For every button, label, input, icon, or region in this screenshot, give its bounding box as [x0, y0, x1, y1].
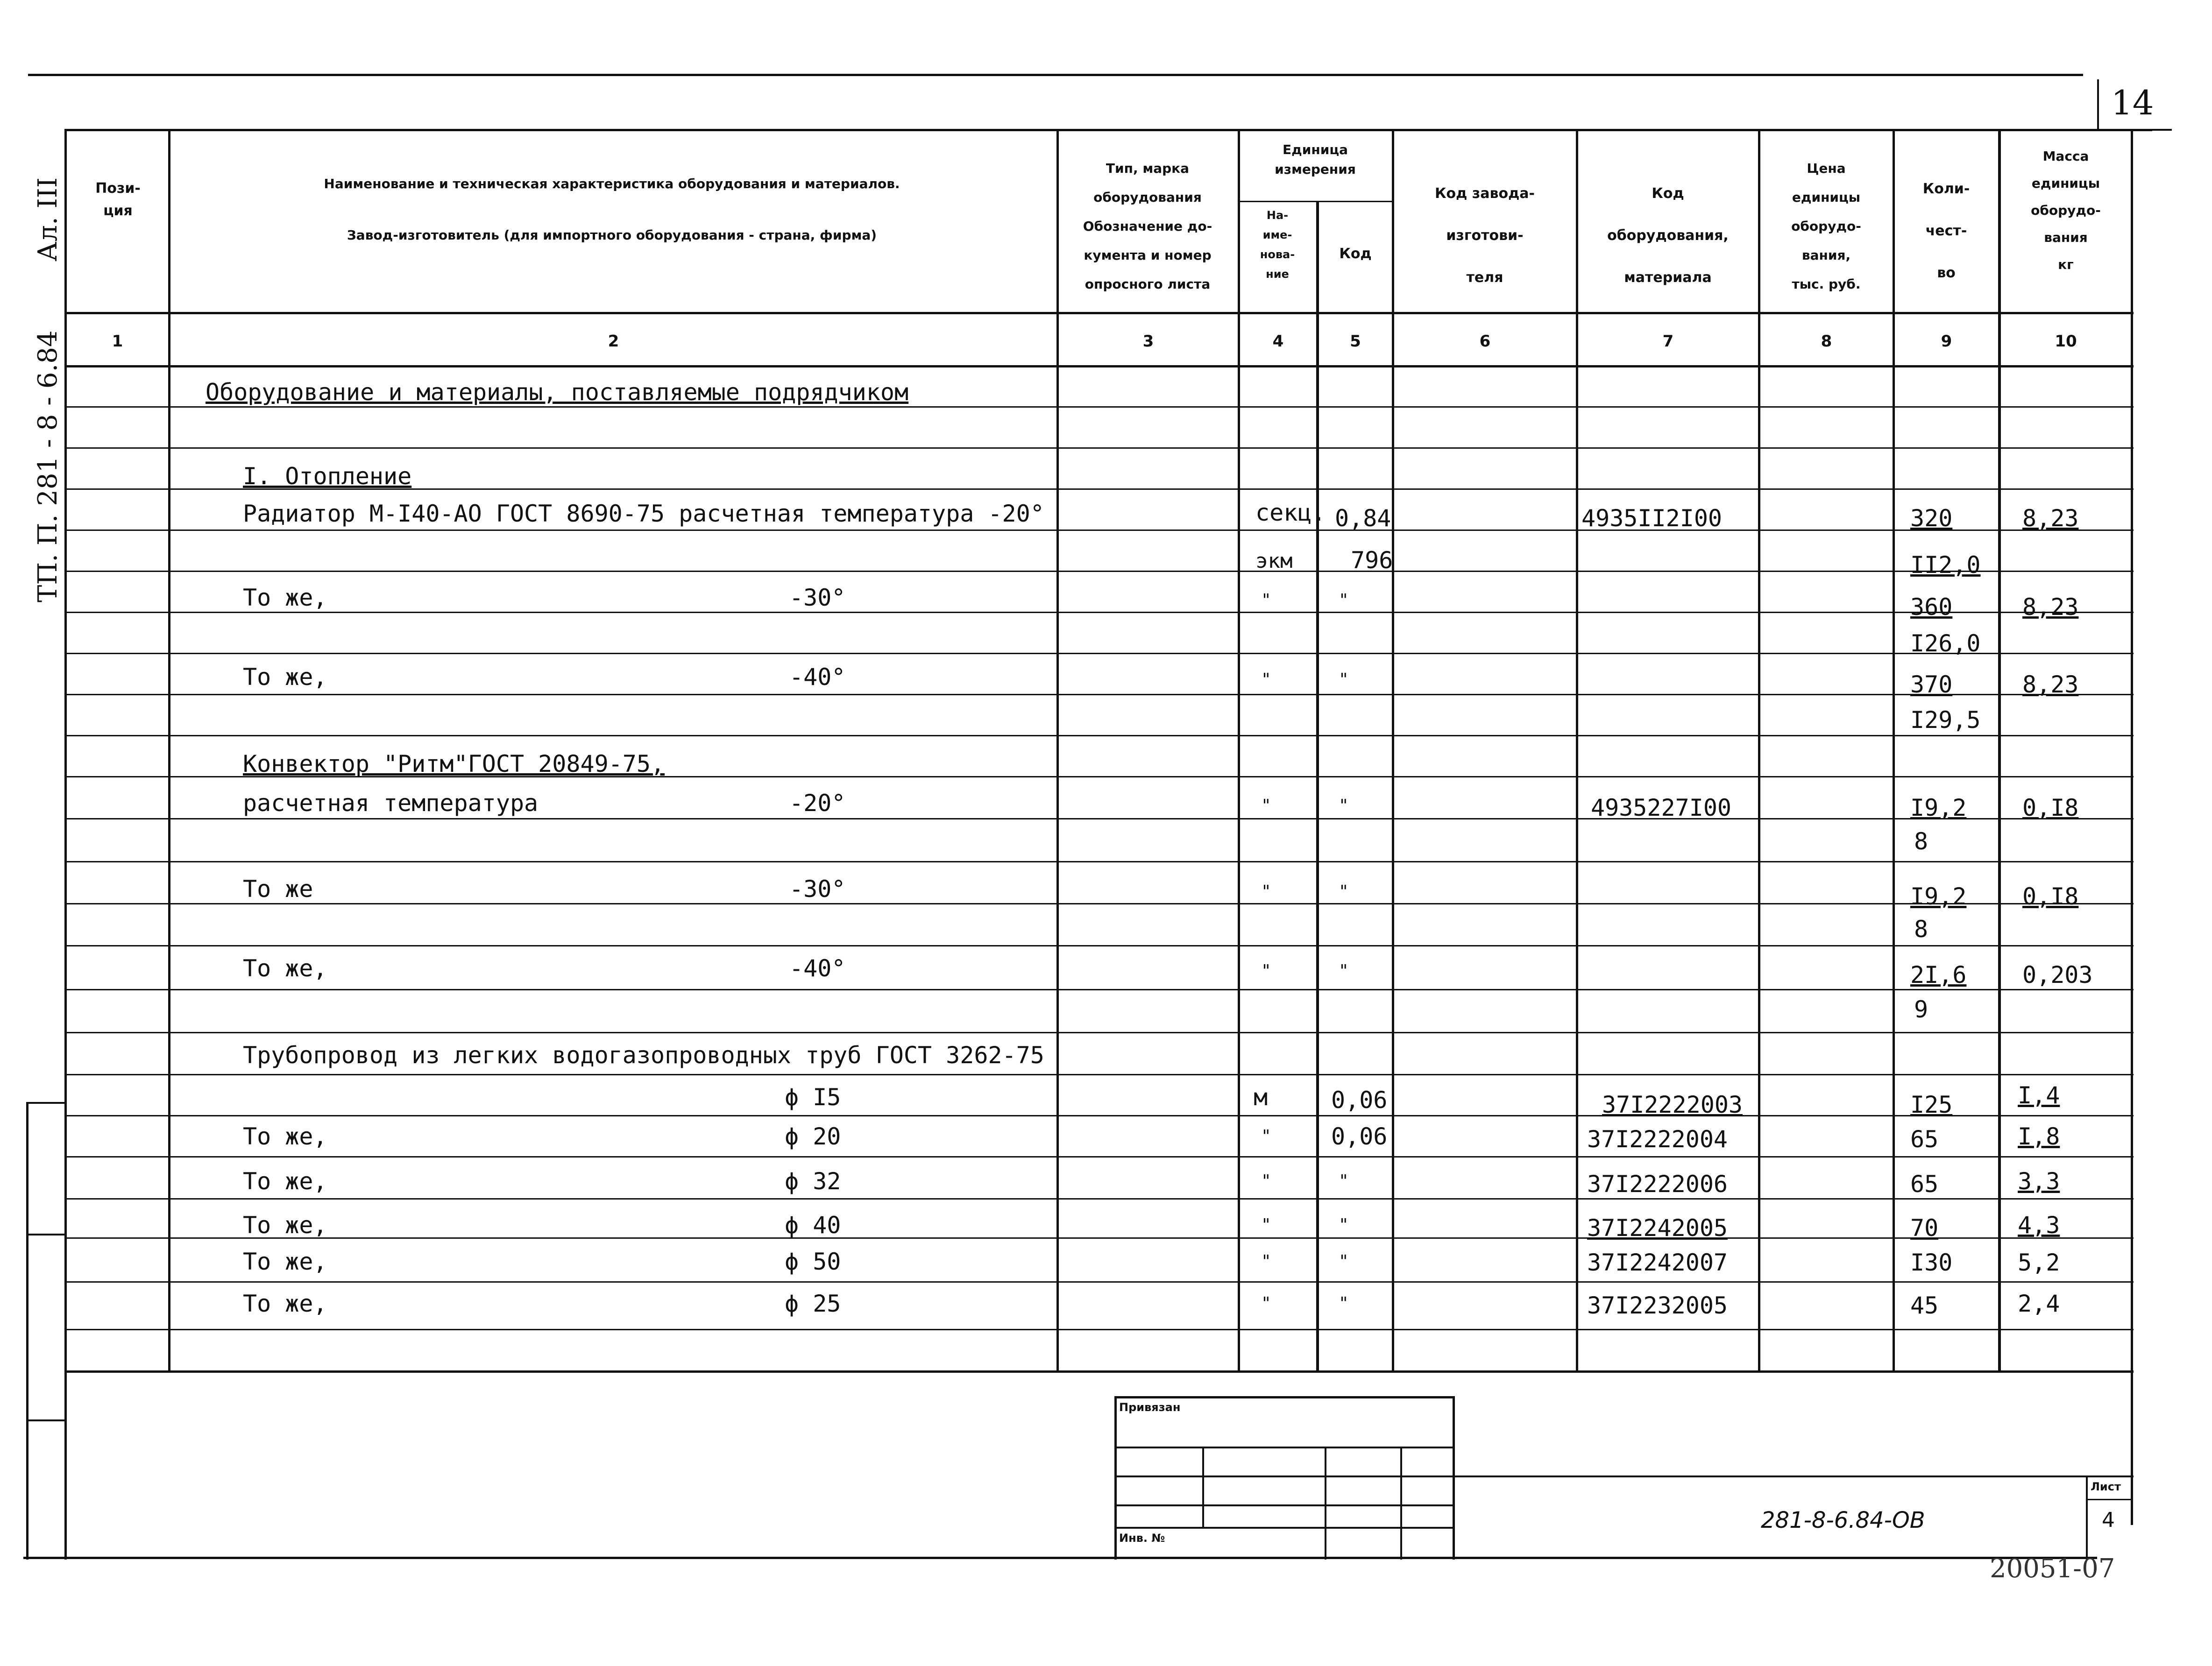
left-margin-box-1 [26, 1102, 64, 1104]
row17-qty: I25 [1910, 1091, 1953, 1118]
row21-unit-code: " [1339, 1252, 1349, 1271]
sheet-corner-number: 14 [2111, 83, 2154, 122]
colnum-6: 6 [1479, 332, 1491, 351]
row12-temp: -30° [789, 875, 846, 903]
stamp-inv-label: Инв. № [1119, 1532, 1165, 1545]
row-section-title: Оборудование и материалы, поставляемые подрядчиком [206, 379, 909, 406]
col-line-9 [1998, 129, 2001, 1373]
row18-material-code: 37I2222004 [1587, 1126, 1728, 1153]
corner-box-left [2097, 79, 2099, 131]
row14-temp: -40° [789, 955, 846, 982]
row10-temp: -20° [789, 790, 846, 817]
row7-temp: -40° [789, 664, 846, 691]
row3-unit: секц. [1255, 499, 1326, 526]
row22-temp: ϕ 25 [785, 1290, 841, 1317]
row-separator [64, 735, 2134, 736]
sheet-box-left [2086, 1475, 2088, 1560]
row-separator [64, 818, 2134, 819]
header-col5: Код [1339, 246, 1372, 262]
header-col9: Коли- чест- во [1922, 181, 1970, 281]
stamp-linked-label: Привязан [1119, 1401, 1181, 1414]
row20-unit: " [1261, 1215, 1271, 1235]
row12-unit: " [1261, 882, 1271, 901]
row-separator [64, 1156, 2134, 1158]
row19-temp: ϕ 32 [785, 1168, 841, 1195]
colnum-5: 5 [1350, 332, 1361, 351]
row18-mass: I,8 [2018, 1123, 2060, 1150]
row7-unit: " [1261, 670, 1271, 689]
row7-unit-code: " [1339, 670, 1349, 689]
row7-qty: 370 [1910, 671, 1953, 698]
row21-unit: " [1261, 1252, 1271, 1271]
row9-name: Конвектор "Ритм"ГОСТ 20849-75, [243, 750, 665, 777]
colnum-7: 7 [1662, 332, 1674, 351]
header-col3: Тип, марка оборудования Обозначение до- кумента и номер опросного листа [1083, 161, 1212, 292]
row19-unit: " [1261, 1172, 1271, 1191]
row3-material-code: 4935II2I00 [1581, 505, 1723, 532]
row-separator [64, 529, 2134, 531]
side-label-code: ТП. П. 281 - 8 - 6.84 [33, 330, 63, 602]
row20-mass: 4,3 [2018, 1212, 2060, 1239]
row-heating-title: I. Отопление [243, 463, 412, 490]
row16-name: Трубопровод из легких водогазопроводных труб ГОСТ 3262-75 [243, 1042, 1044, 1069]
row18-unit: " [1261, 1127, 1271, 1146]
row11-qty: 8 [1914, 828, 1928, 855]
stamp-doc-code: 281-8-6.84-ОВ [1761, 1507, 1925, 1533]
stamp-v1 [1202, 1447, 1204, 1527]
row12-mass: 0,I8 [2022, 883, 2079, 910]
stamp-sheet-number: 4 [2102, 1508, 2115, 1532]
row10-qty: I9,2 [1910, 794, 1967, 821]
row19-mass: 3,3 [2018, 1168, 2060, 1195]
colnum-9: 9 [1941, 332, 1952, 351]
row4-unit-code: 796 [1351, 547, 1393, 574]
row10-name: расчетная температура [243, 790, 539, 817]
stamp-left [1114, 1396, 1117, 1560]
left-margin-line [26, 1102, 28, 1560]
row18-temp: ϕ 20 [785, 1123, 841, 1150]
row19-name: То же, [243, 1168, 327, 1195]
row-separator [64, 1281, 2134, 1283]
col-line-4 [1316, 201, 1319, 1373]
col-line-3 [1238, 129, 1240, 1373]
header-col8: Цена единицы оборудо- вания, тыс. руб. [1791, 161, 1861, 292]
row22-name: То же, [243, 1290, 327, 1317]
row14-name: То же, [243, 955, 327, 982]
row3-qty: 320 [1910, 505, 1953, 532]
colnum-bottom-border [64, 365, 2134, 367]
row21-material-code: 37I2242007 [1587, 1249, 1728, 1276]
row18-name: То же, [243, 1123, 327, 1150]
colnum-3: 3 [1142, 332, 1154, 351]
row22-qty: 45 [1910, 1292, 1939, 1319]
stamp-v3 [1400, 1447, 1402, 1560]
row6-qty: I26,0 [1910, 630, 1981, 657]
left-margin-box-3 [26, 1419, 64, 1421]
col-line-1 [168, 129, 170, 1373]
bottom-rule [23, 1557, 2097, 1559]
row-separator [64, 447, 2134, 449]
row8-qty: I29,5 [1910, 706, 1981, 734]
row19-qty: 65 [1910, 1171, 1939, 1198]
row17-material-code: 37I2222003 [1602, 1091, 1743, 1118]
row17-temp: ϕ I5 [785, 1084, 841, 1111]
col-line-5 [1392, 129, 1394, 1373]
row19-unit-code: " [1339, 1172, 1349, 1191]
side-label-top: Ал. III [33, 177, 63, 261]
row7-mass: 8,23 [2022, 671, 2079, 698]
table-top-border [64, 129, 2152, 131]
row20-name: То же, [243, 1212, 327, 1239]
header-col4: На- име- нова- ние [1260, 209, 1295, 281]
colnum-2: 2 [608, 332, 619, 351]
row12-name: То же [243, 875, 313, 903]
row-separator [64, 1115, 2134, 1116]
row14-mass: 0,203 [2022, 961, 2093, 988]
row17-unit-code: 0,06 [1331, 1087, 1388, 1114]
row4-qty: II2,0 [1910, 551, 1981, 579]
row-separator [64, 945, 2134, 946]
row-separator [64, 694, 2134, 695]
row10-mass: 0,I8 [2022, 794, 2079, 821]
row4-unit: экм [1255, 549, 1293, 573]
header-col10: Масса единицы оборудо- вания кг [2031, 148, 2101, 272]
row-separator [64, 1074, 2134, 1075]
row14-unit: " [1261, 961, 1271, 981]
row21-mass: 5,2 [2018, 1249, 2060, 1276]
row-separator [64, 1329, 2134, 1330]
row20-qty: 70 [1910, 1214, 1939, 1242]
stamp-top [1114, 1396, 1453, 1398]
stamp-main-line [1453, 1475, 2134, 1477]
colnum-4: 4 [1272, 332, 1284, 351]
table-bottom-border [64, 1370, 2134, 1373]
col-line-8 [1893, 129, 1895, 1373]
row21-qty: I30 [1910, 1249, 1953, 1276]
row22-material-code: 37I2232005 [1587, 1292, 1728, 1319]
row3-name: Радиатор М-I40-АО ГОСТ 8690-75 расчетная температура -20° [243, 500, 1044, 527]
row21-name: То же, [243, 1248, 327, 1275]
row20-temp: ϕ 40 [785, 1212, 841, 1239]
row15-qty: 9 [1914, 996, 1928, 1023]
row12-unit-code: " [1339, 882, 1349, 901]
col-line-2 [1056, 129, 1059, 1373]
colnum-1: 1 [112, 332, 123, 351]
row-separator [64, 571, 2134, 572]
top-rule [28, 74, 2083, 76]
row-separator [64, 406, 2134, 408]
row3-unit-code: 0,84 [1335, 505, 1391, 532]
row7-name: То же, [243, 664, 327, 691]
row14-unit-code: " [1339, 961, 1349, 981]
left-margin-box-2 [26, 1234, 64, 1235]
header-col2-line1: Наименование и техническая характеристика оборудования и материалов. [324, 176, 900, 191]
header-col7: Код оборудования, материала [1607, 185, 1729, 286]
row-separator [64, 1237, 2134, 1239]
row17-unit: м [1254, 1084, 1268, 1111]
row5-name: То же, [243, 584, 327, 611]
row10-unit: " [1261, 796, 1271, 815]
row5-unit-code: " [1339, 591, 1349, 610]
row5-qty: 360 [1910, 593, 1953, 621]
row20-material-code: 37I2242005 [1587, 1214, 1728, 1242]
row5-unit: " [1261, 591, 1271, 610]
col-line-7 [1758, 129, 1760, 1373]
header-bottom-border [64, 312, 2134, 314]
colnum-10: 10 [2055, 332, 2077, 351]
header-col1: Пози- ция [95, 180, 141, 219]
row-separator [64, 653, 2134, 654]
row5-temp: -30° [789, 584, 846, 611]
row20-unit-code: " [1339, 1215, 1349, 1235]
header-col6: Код завода- изготови- теля [1435, 185, 1535, 286]
row-separator [64, 861, 2134, 862]
header-col2-line2: Завод-изготовитель (для импортного оборудования - страна, фирма) [347, 227, 877, 243]
row13-qty: 8 [1914, 916, 1928, 943]
row5-mass: 8,23 [2022, 593, 2079, 621]
stamp-v2 [1325, 1447, 1326, 1560]
row18-qty: 65 [1910, 1126, 1939, 1153]
row14-qty: 2I,6 [1910, 961, 1967, 988]
row19-material-code: 37I2222006 [1587, 1171, 1728, 1198]
stamp-right [1453, 1396, 1455, 1560]
col-line-10 [2131, 129, 2133, 1525]
row-separator [64, 903, 2134, 904]
row18-unit-code: 0,06 [1331, 1123, 1388, 1150]
stamp-sheet-label: Лист [2091, 1480, 2121, 1493]
archive-number: 20051-07 [1990, 1553, 2115, 1584]
row-separator [64, 1198, 2134, 1200]
row-separator [64, 612, 2134, 613]
row3-mass: 8,23 [2022, 505, 2079, 532]
row-separator [64, 989, 2134, 990]
row17-mass: I,4 [2018, 1082, 2060, 1109]
colnum-8: 8 [1821, 332, 1832, 351]
sheet-box-line [2086, 1499, 2133, 1500]
row10-unit-code: " [1339, 796, 1349, 815]
row-separator [64, 1032, 2134, 1033]
row21-temp: ϕ 50 [785, 1248, 841, 1275]
row22-unit: " [1261, 1294, 1271, 1313]
header-col45: Единица измерения [1275, 142, 1356, 177]
row22-unit-code: " [1339, 1294, 1349, 1313]
col-line-6 [1576, 129, 1578, 1373]
row10-material-code: 4935227I00 [1591, 794, 1732, 821]
row12-qty: I9,2 [1910, 883, 1967, 910]
unit-subheader-line [1238, 201, 1392, 202]
row22-mass: 2,4 [2018, 1290, 2060, 1317]
